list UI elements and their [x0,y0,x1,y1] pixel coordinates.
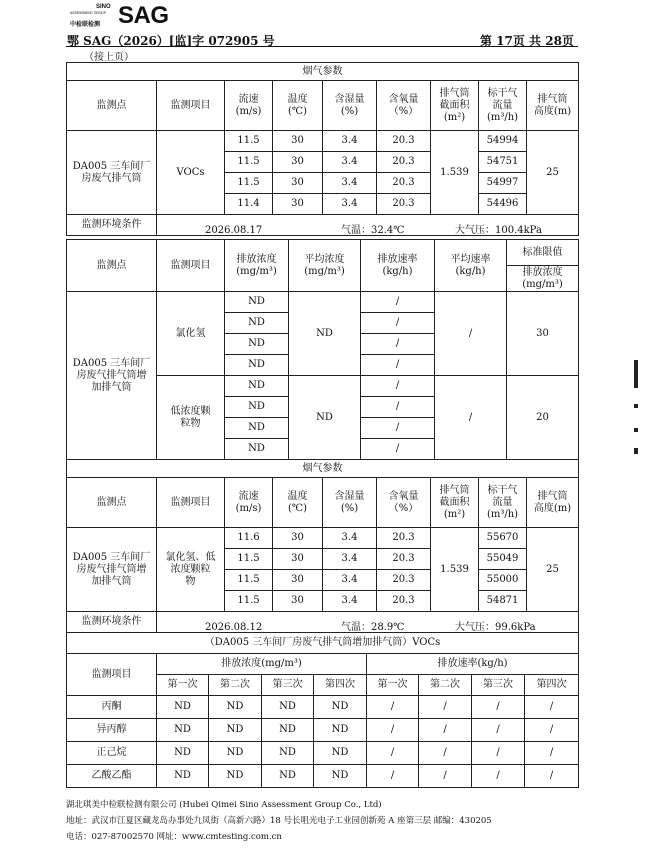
humidity-value: 3.4 [323,528,377,549]
temperature-value: 30 [273,549,323,570]
emission-rate-value: / [361,397,435,418]
velocity-value: 11.5 [225,549,273,570]
header-velocity: 流速 (m/s) [225,478,273,528]
header-temperature: 温度 (℃) [273,81,323,131]
header-limit-conc: 排放浓度 (mg/m³) [507,266,579,292]
temperature-value: 30 [273,528,323,549]
company-logo [70,2,169,30]
header-item: 监测项目 [157,81,225,131]
rate-value: / [419,765,472,788]
oxygen-value: 20.3 [377,173,431,194]
oxygen-value: 20.3 [377,591,431,612]
header-emission-rate: 排放速率 (kg/h) [361,240,435,292]
stack-area-value: 1.539 [431,528,479,612]
velocity-value: 11.5 [225,570,273,591]
header-flow: 标干气 流量 (m³/h) [479,81,527,131]
stack-area-value: 1.539 [431,131,479,215]
header-humidity: 含湿量 (%) [323,478,377,528]
header-run: 第一次 [367,675,419,696]
header-rule [66,46,578,47]
emission-conc-value: ND [225,355,289,376]
monitoring-item: 氯化氢 [157,292,225,376]
header-flow: 标干气 流量 (m³/h) [479,478,527,528]
humidity-value: 3.4 [323,591,377,612]
emission-conc-value: ND [225,334,289,355]
emission-rate-value: / [361,355,435,376]
conc-value: ND [262,765,314,788]
rate-value: / [525,696,579,719]
flow-value: 54496 [479,194,527,215]
conc-value: ND [262,742,314,765]
env-date: 2026.08.17 [205,225,263,236]
header-item: 监测项目 [67,654,157,696]
conc-value: ND [157,765,209,788]
conc-value: ND [314,719,367,742]
env-conditions [157,215,579,236]
limit-value: 20 [507,376,579,460]
page-number: 第 17页 共 28页 [480,34,574,48]
monitoring-point: DA005 三车间厂 房废气排气筒 [67,131,157,215]
flue-gas-table-2 [66,459,579,633]
report-number: 鄂 SAG（2026）[监]字 072905 号 [67,34,275,48]
rate-value: / [472,696,525,719]
emission-rate-value: / [361,439,435,460]
rate-value: / [472,742,525,765]
rate-value: / [367,719,419,742]
logo-sub-text: ASSESSMENT GROUP [70,11,107,15]
compound-name: 正己烷 [67,742,157,765]
conc-value: ND [157,696,209,719]
rate-value: / [419,696,472,719]
velocity-value: 11.4 [225,194,273,215]
header-run: 第一次 [157,675,209,696]
logo-sino-text: SINO [96,4,111,10]
header-run: 第三次 [262,675,314,696]
temperature-value: 30 [273,173,323,194]
header-run: 第三次 [472,675,525,696]
logo-cn-text: 中检联检测 [70,21,101,28]
rate-value: / [367,742,419,765]
avg-rate-value: / [435,292,507,376]
header-stack-area: 排气筒 截面积 (m²) [431,478,479,528]
conc-value: ND [209,719,262,742]
temperature-value: 30 [273,591,323,612]
header-temperature: 温度 (℃) [273,478,323,528]
header-oxygen: 含氧量 （%） [377,478,431,528]
conc-value: ND [209,742,262,765]
avg-conc-value: ND [289,292,361,376]
section-title: 烟气参数 [67,460,579,478]
compound-name: 乙酸乙酯 [67,765,157,788]
binding-mark [634,448,638,454]
avg-conc-value: ND [289,376,361,460]
header-avg-conc: 平均浓度 (mg/m³) [289,240,361,292]
emission-conc-value: ND [225,376,289,397]
flue-gas-table-1 [66,62,579,236]
conc-value: ND [157,742,209,765]
compound-name: 丙酮 [67,696,157,719]
flow-value: 54751 [479,152,527,173]
binding-mark [634,404,638,408]
env-pressure: 大气压：100.4kPa [455,225,542,236]
humidity-value: 3.4 [323,152,377,173]
conc-value: ND [262,719,314,742]
footer-contact: 电话：027-87002570 网址：www.cmtesting.com.cn [66,832,282,842]
header-stack-height: 排气筒 高度(m) [527,81,579,131]
rate-value: / [419,719,472,742]
logo-sag-text: SAG [118,2,169,29]
emission-conc-value: ND [225,418,289,439]
emission-conc-value: ND [225,439,289,460]
emission-rate-value: / [361,376,435,397]
footer-company: 湖北琪美中检联检测有限公司 (Hubei Qimei Sino Assessment Group Co., Ltd) [66,800,382,810]
env-temperature: 气温：32.4℃ [341,225,405,236]
velocity-value: 11.5 [225,131,273,152]
section-title: 烟气参数 [67,63,579,81]
env-conditions-label: 监测环境条件 [67,215,157,236]
velocity-value: 11.5 [225,173,273,194]
header-monitoring-point: 监测点 [67,478,157,528]
velocity-value: 11.6 [225,528,273,549]
emission-conc-value: ND [225,397,289,418]
continued-note: （接上页） [84,52,134,63]
emission-rate-value: / [361,313,435,334]
humidity-value: 3.4 [323,570,377,591]
rate-value: / [525,719,579,742]
rate-value: / [367,765,419,788]
conc-value: ND [157,719,209,742]
conc-value: ND [262,696,314,719]
flow-value: 54994 [479,131,527,152]
conc-value: ND [314,696,367,719]
humidity-value: 3.4 [323,131,377,152]
temperature-value: 30 [273,152,323,173]
emission-conc-value: ND [225,292,289,313]
header-standard-limit: 标准限值 [507,240,579,266]
monitoring-point: DA005 三车间厂 房废气排气筒增 加排气筒 [67,292,157,460]
emission-rate-value: / [361,418,435,439]
oxygen-value: 20.3 [377,549,431,570]
header-emission-rate: 排放速率(kg/h) [367,654,579,675]
monitoring-item: 低浓度颗 粒物 [157,376,225,460]
header-run: 第四次 [525,675,579,696]
header-stack-height: 排气筒 高度(m) [527,478,579,528]
temperature-value: 30 [273,570,323,591]
emission-conc-value: ND [225,313,289,334]
humidity-value: 3.4 [323,549,377,570]
compound-name: 异丙醇 [67,719,157,742]
env-date: 2026.08.12 [205,622,263,633]
flow-value: 55670 [479,528,527,549]
oxygen-value: 20.3 [377,131,431,152]
oxygen-value: 20.3 [377,194,431,215]
footer-address: 地址：武汉市江夏区藏龙岛办事处九凤街（高新六路）18 号长咀光电子工业园创新苑 A 座第三层 邮编：430205 [66,816,492,826]
oxygen-value: 20.3 [377,570,431,591]
temperature-value: 30 [273,194,323,215]
rate-value: / [525,742,579,765]
header-run: 第四次 [314,675,367,696]
flow-value: 55049 [479,549,527,570]
emission-rate-value: / [361,334,435,355]
flow-value: 54997 [479,173,527,194]
stack-height-value: 25 [527,131,579,215]
rate-value: / [472,719,525,742]
env-temperature: 气温：28.9℃ [341,622,405,633]
header-avg-rate: 平均速率 (kg/h) [435,240,507,292]
header-emission-conc: 排放浓度(mg/m³) [157,654,367,675]
env-conditions-label: 监测环境条件 [67,612,157,633]
binding-mark [634,360,638,388]
binding-mark [634,428,638,432]
conc-value: ND [314,765,367,788]
conc-value: ND [209,696,262,719]
conc-value: ND [314,742,367,765]
humidity-value: 3.4 [323,173,377,194]
rate-value: / [419,742,472,765]
header-emission-conc: 排放浓度 (mg/m³) [225,240,289,292]
velocity-value: 11.5 [225,152,273,173]
stack-height-value: 25 [527,528,579,612]
velocity-value: 11.5 [225,591,273,612]
header-run: 第二次 [419,675,472,696]
monitoring-item: 氯化氢、低 浓度颗粒 物 [157,528,225,612]
avg-rate-value: / [435,376,507,460]
env-conditions [157,612,579,633]
rate-value: / [367,696,419,719]
humidity-value: 3.4 [323,194,377,215]
flow-value: 54871 [479,591,527,612]
voc-table [66,632,579,788]
conc-value: ND [209,765,262,788]
header-oxygen: 含氧量 （%） [377,81,431,131]
header-monitoring-point: 监测点 [67,81,157,131]
emission-rate-value: / [361,292,435,313]
rate-value: / [525,765,579,788]
voc-table-title: （DA005 三车间厂房废气排气筒增加排气筒）VOCs [67,633,579,654]
env-pressure: 大气压：99.6kPa [455,622,536,633]
header-stack-area: 排气筒 截面积 (m²) [431,81,479,131]
temperature-value: 30 [273,131,323,152]
oxygen-value: 20.3 [377,528,431,549]
rate-value: / [472,765,525,788]
emission-table [66,239,579,460]
header-velocity: 流速 (m/s) [225,81,273,131]
oxygen-value: 20.3 [377,152,431,173]
header-run: 第二次 [209,675,262,696]
header-item: 监测项目 [157,240,225,292]
monitoring-item: VOCs [157,131,225,215]
flow-value: 55000 [479,570,527,591]
header-monitoring-point: 监测点 [67,240,157,292]
header-humidity: 含湿量 (%) [323,81,377,131]
header-item: 监测项目 [157,478,225,528]
monitoring-point: DA005 三车间厂 房废气排气筒增 加排气筒 [67,528,157,612]
limit-value: 30 [507,292,579,376]
